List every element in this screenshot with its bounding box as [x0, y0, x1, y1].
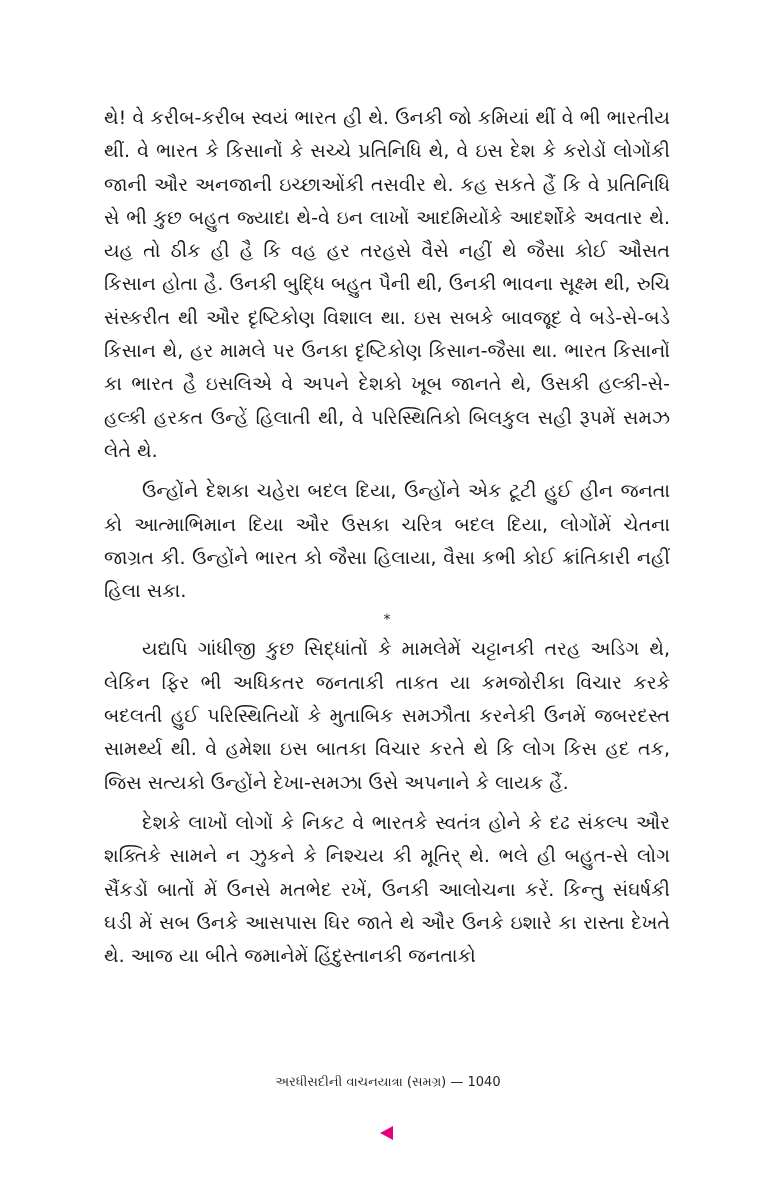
- previous-page-arrow-icon[interactable]: [380, 1126, 393, 1140]
- section-separator: *: [383, 612, 391, 629]
- paragraph: દેશકે લાખોં લોગોં કે નિકટ વે ભારતકે સ્વતંત્ર હોને કે દઢ સંકલ્પ ઔર શક્તિકે સામને ન ઝુકને કે નિશ્ચય કી મૂતિર્ થે. ભલે હી બહુત-સે લોગ સૈંકડોં બાતોં મેં ઉનસે મતભેદ રખેં, ઉનકી આલોચના કરેં. કિન્તુ સંઘર્ષકી ઘડી મેં સબ ઉનકે આસપાસ ઘિર જાતે થે ઔર ઉનકે ઇશારે કા રાસ્તા દેખતે થે. આજ યા બીતે જમાનેમેં હિંદુસ્તાનકી જનતાકો: [104, 811, 670, 968]
- page-body: [104, 102, 670, 973]
- paragraph: ઉન્હોંને દેશકા ચહેરા બદલ દિયા, ઉન્હોંને એક ટૂટી હુઈ હીન જનતા કો આત્માભિમાન દિયા ઔર ઉસકા ચરિત્ર બદલ દિયા, લોગોંમેં ચેતના જાગ્રત કી. ઉન્હોંને ભારત કો જૈસા હિલાયા, વૈસા કભી કોઈ ક્રાંતિકારી નહીં હિલા સકા.: [104, 480, 670, 603]
- page-footer: અરધીસદીની વાચનયાત્રા (સમગ્ર) — 1040: [275, 1075, 501, 1090]
- paragraph-continuation: થે! વે કરીબ-કરીબ સ્વયં ભારત હી થે. ઉનકી જો કમિયાં થીં વે ભી ભારતીય થીં. વે ભારત કે કિસાનોં કે સચ્ચે પ્રતિનિધિ થે, વે ઇસ દેશ કે કરોડોં લોગોંકી જાની ઔર અનજાની ઇચ્છાઓંકી તસવીર થે. કહ સકતે હૈં કિ વે પ્રતિનિધિ સે ભી કુછ બહુત જ્યાદા થે-વે ઇન લાખોં આદમિયોંકે આદર્શોંકે અવતાર થે. યહ તો ઠીક હી હૈ કિ વહ હર તરહસે વૈસે નહીં થે જૈસા કોઈ ઔસત કિસાન હોતા હૈ. ઉનકી બુદ્ધિ બહુત પૈની થી, ઉનકી ભાવના સૂક્ષ્મ થી, રુચિ સંસ્કરીત થી ઔર દૃષ્ટિકોણ વિશાલ થા. ઇસ સબકે બાવજૂદ વે બડે-સે-બડે કિસાન થે, હર મામલે પર ઉનકા દૃષ્ટિકોણ કિસાન-જૈસા થા. ભારત કિસાનોં કા ભારત હૈ ઇસલિએ વે અપને દેશકો ખૂબ જાનતે થે, ઉસકી હલ્કી-સે-હલ્કી હરકત ઉન્હેં હિલાતી થી, વે પરિસ્થિતિકો બિલકુલ સહી રૂપમેં સમઝ લેતે થે.: [104, 107, 670, 462]
- paragraph: યદ્યપિ ગાંધીજી કુછ સિદ્ધાંતોં કે મામલેમેં ચટ્ટાનકી તરહ અડિગ થે, લેકિન ફિર ભી અધિકતર જનતાકી તાકત યા કમજોરીકા વિચાર કરકે બદલતી હુઈ પરિસ્થિતિયોં કે મુતાબિક સમઝૌતા કરનેકી ઉનમેં જબરદસ્ત સામર્થ્ય થી. વે હમેશા ઇસ બાતકા વિચાર કરતે થે કિ લોગ કિસ હદ તક, જિસ સત્યકો ઉન્હોંને દેખા-સમઝા ઉસે અપનાને કે લાયક હૈં.: [104, 638, 670, 794]
